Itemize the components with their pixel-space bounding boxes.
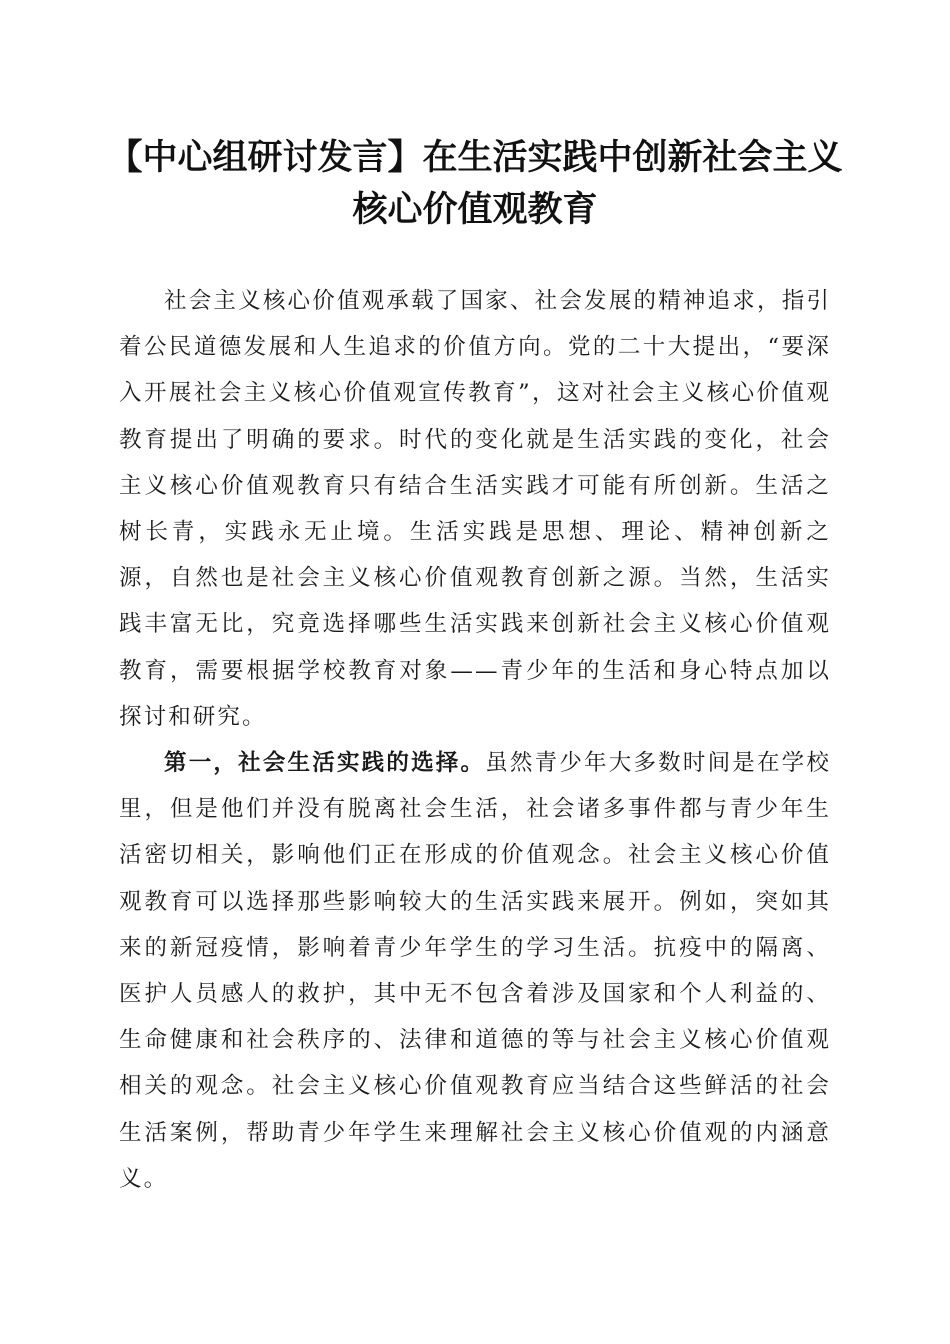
- paragraph-text: 社会主义核心价值观承载了国家、社会发展的精神追求，指引着公民道德发展和人生追求的价值方向。党的二十大提出，“要深入开展社会主义核心价值观宣传教育”，这对社会主义核心价值观教育提出了明确的要求。时代的变化就是生活实践的变化，社会主义核心价值观教育只有结合生活实践才可能有所创新。生活之树长青，实践永无止境。生活实践是思想、理论、精神创新之源，自然也是社会主义核心价值观教育创新之源。当然，生活实践丰富无比，究竟选择哪些生活实践来创新社会主义核心价值观教育，需要根据学校教育对象——青少年的生活和身心特点加以探讨和研究。: [119, 288, 831, 730]
- paragraph-lead-heading: 第一，社会生活实践的选择。: [164, 750, 486, 777]
- document-title: 【中心组研讨发言】在生活实践中创新社会主义核心价值观教育: [107, 137, 843, 230]
- paragraph-social-practice: [119, 740, 831, 1202]
- paragraph-text: 虽然青少年大多数时间是在学校里，但是他们并没有脱离社会生活，社会诸多事件都与青少年生活密切相关，影响他们正在形成的价值观念。社会主义核心价值观教育可以选择那些影响较大的生活实践来展开。例如，突如其来的新冠疫情，影响着青少年学生的学习生活。抗疫中的隔离、医护人员感人的救护，其中无不包含着涉及国家和个人利益的、生命健康和社会秩序的、法律和道德的等与社会主义核心价值观相关的观念。社会主义核心价值观教育应当结合这些鲜活的社会生活案例，帮助青少年学生来理解社会主义核心价值观的内涵意义。: [119, 750, 831, 1192]
- document-body: [119, 278, 831, 1202]
- paragraph-intro: [119, 278, 831, 740]
